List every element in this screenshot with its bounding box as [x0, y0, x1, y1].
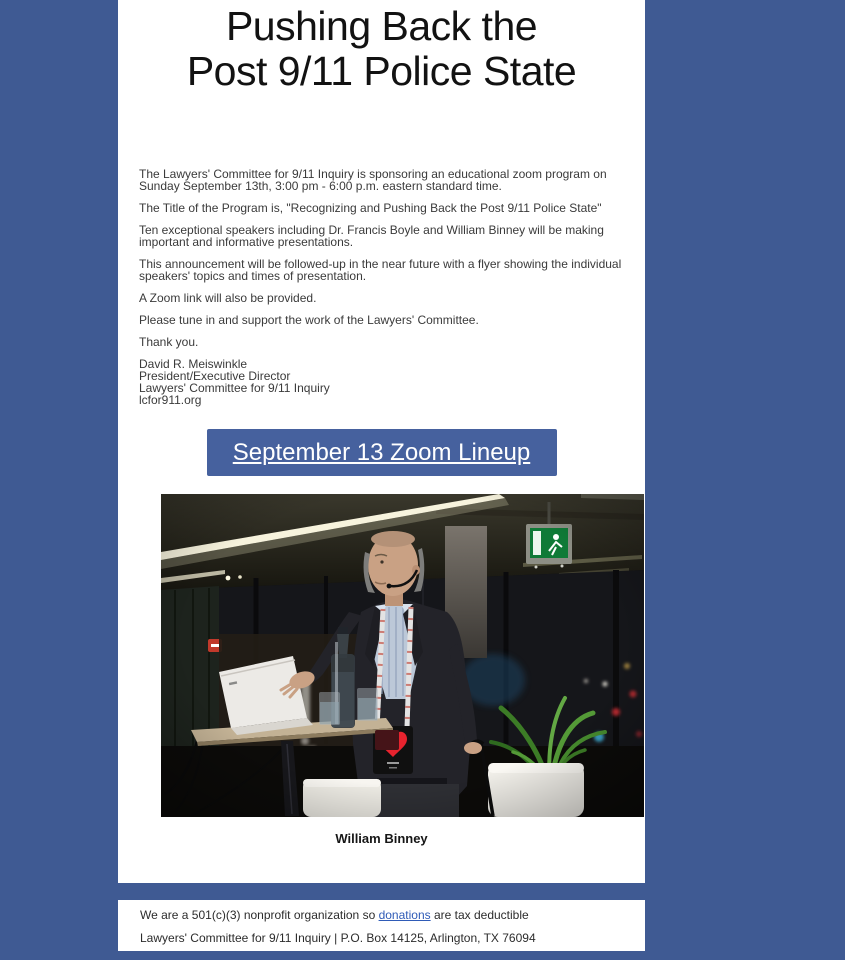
photo-vignette — [161, 494, 644, 817]
zoom-lineup-button[interactable]: September 13 Zoom Lineup — [207, 429, 557, 476]
paragraph-program-title: The Title of the Program is, "Recognizing and Pushing Back the Post 9/11 Police State" — [139, 201, 602, 215]
paragraph-zoom-link: A Zoom link will also be provided. — [139, 291, 317, 305]
footer-nonprofit-line — [140, 908, 625, 923]
speaker-photo — [161, 494, 644, 817]
paragraph-support: Please tune in and support the work of the Lawyers' Committee. — [139, 313, 479, 327]
signature-org: Lawyers' Committee for 9/11 Inquiry — [139, 381, 330, 395]
page-title-line2: Post 9/11 Police State — [186, 48, 577, 94]
paragraph-intro: The Lawyers' Committee for 9/11 Inquiry is sponsoring an educational zoom program on Sunday September 13th, 3:00 pm - 6:00 p.m. eastern standard time. — [139, 167, 607, 193]
speaker-photo-container — [161, 494, 644, 817]
cta-container — [139, 429, 624, 476]
signature-site: lcfor911.org — [139, 393, 202, 407]
signature-name: David R. Meiswinkle — [139, 357, 248, 371]
email-body — [118, 94, 645, 846]
paragraph-thanks: Thank you. — [139, 335, 199, 349]
signature-block — [139, 358, 624, 406]
paragraph-speakers: Ten exceptional speakers including Dr. Francis Boyle and William Binney will be making important and informative presentations. — [139, 223, 604, 249]
page-title-line1: Pushing Back the — [225, 3, 538, 49]
footer-text-before-link: We are a 501(c)(3) nonprofit organization so — [140, 908, 379, 922]
photo-caption: William Binney — [335, 831, 428, 846]
donations-link[interactable]: donations — [378, 908, 431, 922]
email-card — [118, 0, 645, 883]
footer-address-line: Lawyers' Committee for 9/11 Inquiry | P.O. Box 14125, Arlington, TX 76094 — [140, 931, 536, 945]
page-title — [118, 0, 645, 94]
paragraph-flyer: This announcement will be followed-up in the near future with a flyer showing the individual speakers' topics and times of presentation. — [139, 257, 622, 283]
signature-role: President/Executive Director — [139, 369, 291, 383]
footer-card — [118, 900, 645, 951]
footer-text-after-link: are tax deductible — [430, 908, 529, 922]
